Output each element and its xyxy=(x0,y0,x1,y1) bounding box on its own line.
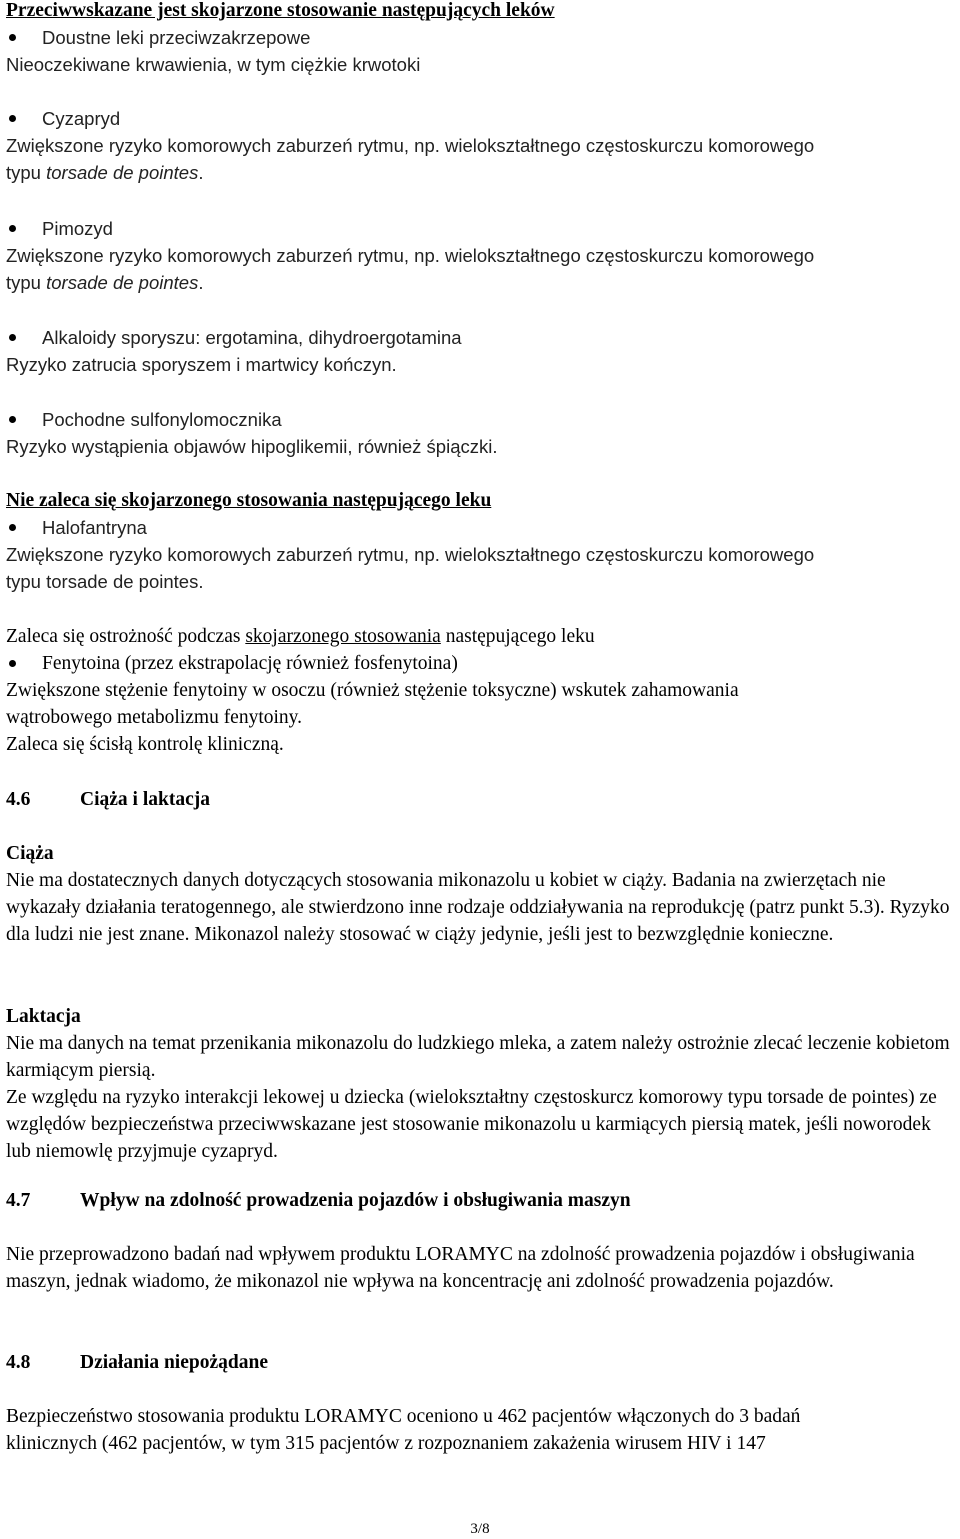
lactation-subsection xyxy=(6,1003,956,1165)
drug-effect: Zwiększone ryzyko komorowych zaburzeń rytmu, np. wielokształtnego częstoskurczu komorowego xyxy=(6,544,815,565)
drug-effect-cont: typu torsade de pointes. xyxy=(6,571,204,592)
pregnancy-heading: Ciąża xyxy=(6,843,54,864)
drug-effect-cont: wątrobowego metabolizmu fenytoiny. xyxy=(6,707,303,728)
lactation-text: Nie ma danych na temat przenikania mikonazolu do ludzkiego mleka, a zatem należy ostrożnie zlecać leczenie kobietom karmiącym piersią. xyxy=(6,1033,950,1081)
bullet-icon xyxy=(9,334,16,341)
contraindicated-item-cisapride xyxy=(6,105,956,186)
drug-name: Cyzapryd xyxy=(6,105,956,132)
drug-name: Pochodne sulfonylomocznika xyxy=(6,406,956,433)
contraindicated-item-pimozide xyxy=(6,215,956,296)
drug-effect-cont: typu torsade de pointes. xyxy=(6,272,204,293)
bullet-icon xyxy=(9,524,16,531)
bullet-icon xyxy=(9,660,16,667)
contraindicated-heading: Przeciwwskazane jest skojarzone stosowanie następujących leków xyxy=(6,0,555,21)
drug-effect: Ryzyko zatrucia sporyszem i martwicy kończyn. xyxy=(6,354,397,375)
pregnancy-text: Nie ma dostatecznych danych dotyczących stosowania mikonazolu u kobiet w ciąży. Badania na zwierzętach nie wykazały działania teratogennego, ale stwierdzono inne rodzaje oddziaływania na reprodukcję (patrz punkt 5.3). Ryzyko dla ludzi nie jest znane. Mikonazol należy stosować w ciąży jedynie, jeśli jest to bezwzględnie konieczne. xyxy=(6,870,950,945)
pregnancy-subsection xyxy=(6,840,956,948)
contraindicated-item-anticoagulants xyxy=(6,24,956,78)
bullet-icon xyxy=(9,34,16,41)
caution-advice: Zaleca się ścisłą kontrolę kliniczną. xyxy=(6,734,284,755)
bullet-icon xyxy=(9,416,16,423)
page-number: 3/8 xyxy=(470,1521,490,1537)
not-recommended-section xyxy=(6,487,956,595)
caution-heading: Zaleca się ostrożność podczas skojarzonego stosowania następującego leku xyxy=(6,626,595,647)
lactation-heading: Laktacja xyxy=(6,1006,81,1027)
section-4-8-heading: 4.8 Działania niepożądane xyxy=(6,1352,268,1373)
section-4-8-text xyxy=(6,1403,956,1457)
drug-name: Pimozyd xyxy=(6,215,956,242)
contraindicated-item-sulfonylurea xyxy=(6,406,956,460)
bullet-icon xyxy=(9,225,16,232)
drug-effect: Nieoczekiwane krwawienia, w tym ciężkie krwotoki xyxy=(6,54,421,75)
section-4-8-text-line: klinicznych (462 pacjentów, w tym 315 pacjentów z rozpoznaniem zakażenia wirusem HIV i 147 xyxy=(6,1433,766,1454)
drug-effect: Zwiększone stężenie fenytoiny w osoczu (również stężenie toksyczne) wskutek zahamowania xyxy=(6,680,739,701)
section-4-8-text-line: Bezpieczeństwo stosowania produktu LORAMYC oceniono u 462 pacjentów włączonych do 3 badań xyxy=(6,1406,801,1427)
drug-name: Doustne leki przeciwzakrzepowe xyxy=(6,24,956,51)
drug-effect: Zwiększone ryzyko komorowych zaburzeń rytmu, np. wielokształtnego częstoskurczu komorowego xyxy=(6,135,815,156)
drug-effect: Ryzyko wystąpienia objawów hipoglikemii, również śpiączki. xyxy=(6,436,498,457)
drug-name: Alkaloidy sporyszu: ergotamina, dihydroergotamina xyxy=(6,324,956,351)
drug-effect-cont: typu torsade de pointes. xyxy=(6,162,204,183)
section-4-7-text: Nie przeprowadzono badań nad wpływem produktu LORAMYC na zdolność prowadzenia pojazdów i obsługiwania maszyn, jednak wiadomo, że mikonazol nie wpływa na koncentrację ani zdolność prowadzenia pojazdów. xyxy=(6,1244,915,1292)
drug-effect: Zwiększone ryzyko komorowych zaburzeń rytmu, np. wielokształtnego częstoskurczu komorowego xyxy=(6,245,815,266)
drug-name: Fenytoina (przez ekstrapolację również fosfenytoina) xyxy=(6,650,956,677)
section-4-7-heading: 4.7 Wpływ na zdolność prowadzenia pojazdów i obsługiwania maszyn xyxy=(6,1190,631,1211)
bullet-icon xyxy=(9,115,16,122)
caution-section xyxy=(6,623,956,758)
drug-name: Halofantryna xyxy=(6,514,956,541)
section-4-6-heading: 4.6 Ciąża i laktacja xyxy=(6,789,210,810)
not-recommended-heading: Nie zaleca się skojarzonego stosowania następującego leku xyxy=(6,490,492,511)
lactation-text-2: Ze względu na ryzyko interakcji lekowej u dziecka (wielokształtny częstoskurcz komorowy typu torsade de pointes) ze względów bezpieczeństwa przeciwwskazane jest stosowanie mikonazolu u karmiących piersią matek, jeśli noworodek lub niemowlę przyjmuje cyzapryd. xyxy=(6,1087,937,1162)
contraindicated-item-ergot xyxy=(6,324,956,378)
